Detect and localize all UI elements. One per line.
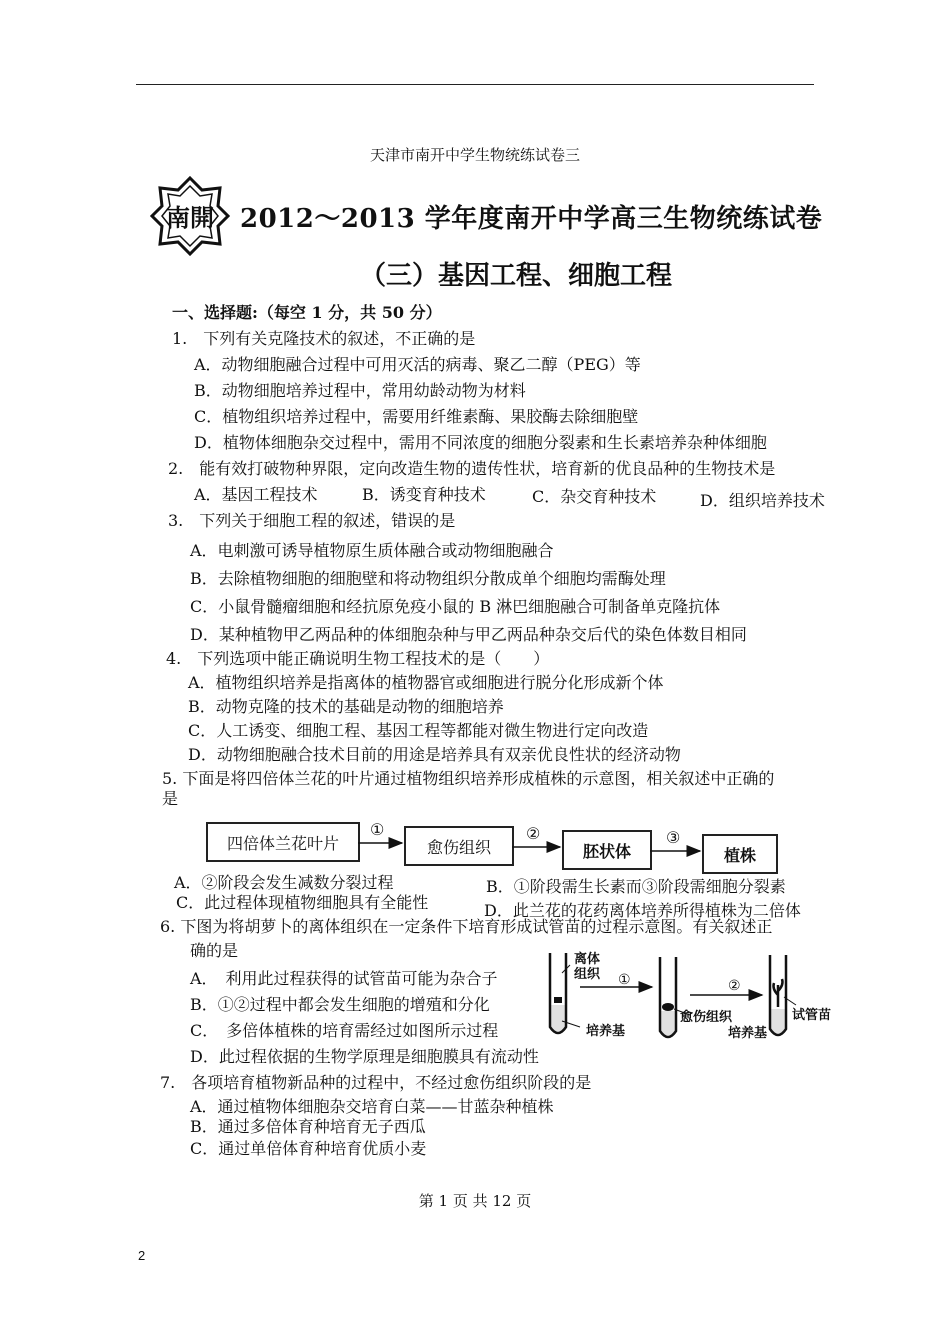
q4-option-a: A．植物组织培养是指离体的植物器官或细胞进行脱分化形成新个体 <box>188 673 664 692</box>
q1-option-a: A．动物细胞融合过程中可用灭活的病毒、聚乙二醇（PEG）等 <box>194 355 641 374</box>
flow-box-plant: 植株 <box>702 834 778 874</box>
q4-option-d: D．动物细胞融合技术目前的用途是培养具有双亲优良性状的经济动物 <box>188 745 681 764</box>
label-callus: 愈伤组织 <box>680 1010 733 1025</box>
q3-option-d: D．某种植物甲乙两品种的体细胞杂种与甲乙两品种杂交后代的染色体数目相同 <box>190 625 747 644</box>
flow-box-embryoid: 胚状体 <box>562 830 652 870</box>
flow-step-3: ③ <box>666 828 681 847</box>
q4-option-b: B．动物克隆的技术的基础是动物的细胞培养 <box>188 697 504 716</box>
q2-option-a: A．基因工程技术 <box>194 485 318 504</box>
q2-option-d: D．组织培养技术 <box>700 491 825 510</box>
page-footer: 第 1 页 共 12 页 <box>418 1192 532 1210</box>
q5-option-a: A．②阶段会发生减数分裂过程 <box>174 873 394 892</box>
q2-option-b: B．诱变育种技术 <box>362 485 486 504</box>
q5-option-c: C．此过程体现植物细胞具有全能性 <box>176 893 429 912</box>
q5-option-b: B．①阶段需生长素而③阶段需细胞分裂素 <box>486 877 786 896</box>
q3-stem: 3. 下列关于细胞工程的叙述，错误的是 <box>168 511 456 530</box>
label-explant: 离体组织 <box>574 952 601 982</box>
q6-stem-cont: 确的是 <box>190 941 239 960</box>
q2-option-c: C．杂交育种技术 <box>532 487 657 506</box>
title-line-1: 2012～2013 学年度南开中学高三生物统练试卷 <box>240 204 823 234</box>
q6-stem: 6. 下图为将胡萝卜的离体组织在一定条件下培育形成试管苗的过程示意图。有关叙述正 <box>160 917 773 936</box>
q5-stem: 5. 下面是将四倍体兰花的叶片通过植物组织培养形成植株的示意图，相关叙述中正确的 <box>162 769 775 788</box>
page-number: 2 <box>138 1248 146 1263</box>
callus-blob <box>662 1003 674 1011</box>
label-medium-2: 培养基 <box>728 1026 768 1041</box>
q6-option-a: A． 利用此过程获得的试管苗可能为杂合子 <box>190 969 498 988</box>
tissue-piece <box>554 997 562 1003</box>
q7-option-b: B．通过多倍体育种培育无子西瓜 <box>190 1117 426 1136</box>
section-heading: 一、选择题:（每空 1 分，共 50 分） <box>172 303 442 322</box>
q4-option-c: C．人工诱变、细胞工程、基因工程等都能对微生物进行定向改造 <box>188 721 649 740</box>
q5-stem-cont: 是 <box>162 789 179 808</box>
flow-step-2: ② <box>526 824 541 843</box>
q3-option-b: B．去除植物细胞的细胞壁和将动物组织分散成单个细胞均需酶处理 <box>190 569 666 588</box>
q6-option-d: D．此过程依据的生物学原理是细胞膜具有流动性 <box>190 1047 539 1066</box>
q1-option-b: B．动物细胞培养过程中，常用幼龄动物为材料 <box>194 381 526 400</box>
label-plantlet: 试管苗 <box>792 1008 832 1023</box>
diagram-step-1: ① <box>618 972 631 988</box>
q3-option-c: C．小鼠骨髓瘤细胞和经抗原免疫小鼠的 B 淋巴细胞融合可制备单克隆抗体 <box>190 597 721 616</box>
diagram-step-2: ② <box>728 978 741 994</box>
flow-box-leaf: 四倍体兰花叶片 <box>206 822 360 862</box>
q1-option-d: D．植物体细胞杂交过程中，需用不同浓度的细胞分裂素和生长素培养杂种体细胞 <box>194 433 767 452</box>
title-line-2: （三）基因工程、细胞工程 <box>360 261 673 291</box>
seedling <box>774 979 783 1007</box>
q6-option-b: B．①②过程中都会发生细胞的增殖和分化 <box>190 995 490 1014</box>
flow-step-1: ① <box>370 820 385 839</box>
q1-option-c: C．植物组织培养过程中，需要用纤维素酶、果胶酶去除细胞壁 <box>194 407 639 426</box>
q7-option-a: A．通过植物体细胞杂交培育白菜——甘蓝杂种植株 <box>190 1097 554 1116</box>
q3-option-a: A．电刺激可诱导植物原生质体融合或动物细胞融合 <box>190 541 554 560</box>
q6-option-c: C． 多倍体植株的培育需经过如图所示过程 <box>190 1021 499 1040</box>
page-header: 天津市南开中学生物统练试卷三 <box>369 146 580 164</box>
label-medium-1: 培养基 <box>586 1024 626 1039</box>
q5-option-d: D．此兰花的花药离体培养所得植株为二倍体 <box>484 901 801 920</box>
q4-stem: 4. 下列选项中能正确说明生物工程技术的是（ ） <box>166 649 550 668</box>
q2-stem: 2. 能有效打破物种界限，定向改造生物的遗传性状，培育新的优良品种的生物技术是 <box>168 459 776 478</box>
q7-stem: 7. 各项培育植物新品种的过程中，不经过愈伤组织阶段的是 <box>160 1073 592 1092</box>
q7-option-c: C．通过单倍体育种培育优质小麦 <box>190 1139 427 1158</box>
q1-stem: 1. 下列有关克隆技术的叙述，不正确的是 <box>172 329 476 348</box>
flow-box-callus: 愈伤组织 <box>404 826 514 866</box>
logo-text: 南開 <box>166 203 214 232</box>
